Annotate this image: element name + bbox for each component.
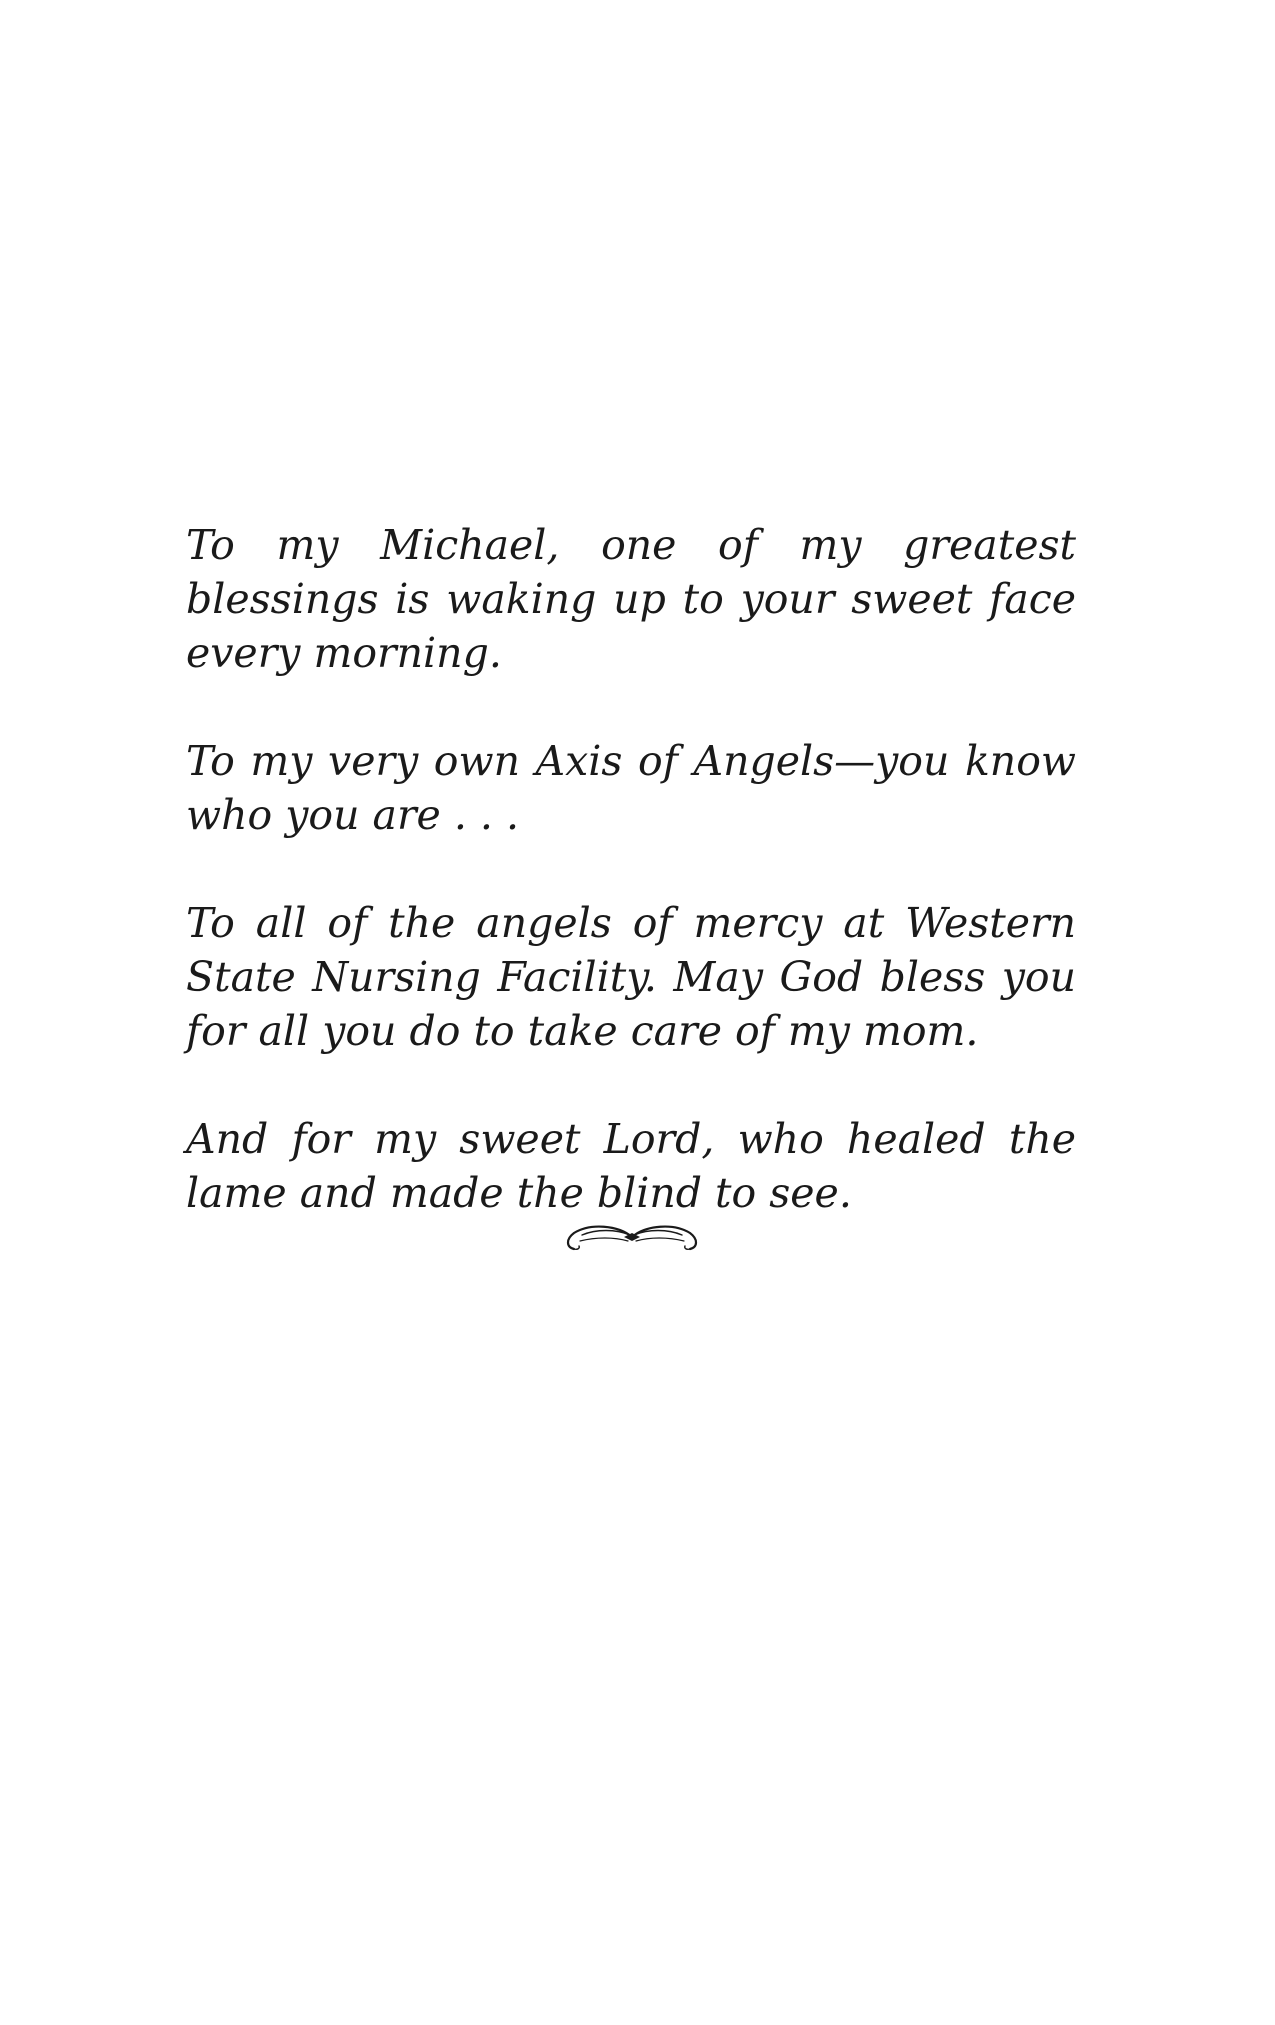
dedication-paragraph-michael: To my Michael, one of my greatest blessings is waking up to your sweet face every morning. — [186, 521, 1076, 677]
dedication-paragraph-nursing-facility: To all of the angels of mercy at Western State Nursing Facility. May God bless you for all you do to take care of my mom. — [186, 899, 1076, 1055]
dedication-text — [186, 518, 1076, 1220]
dedication-paragraph-lord: And for my sweet Lord, who healed the lame and made the blind to see. — [186, 1115, 1076, 1217]
dedication-paragraph-angels: To my very own Axis of Angels—you know who you are . . . — [186, 737, 1076, 839]
flourish-icon — [562, 1215, 702, 1259]
